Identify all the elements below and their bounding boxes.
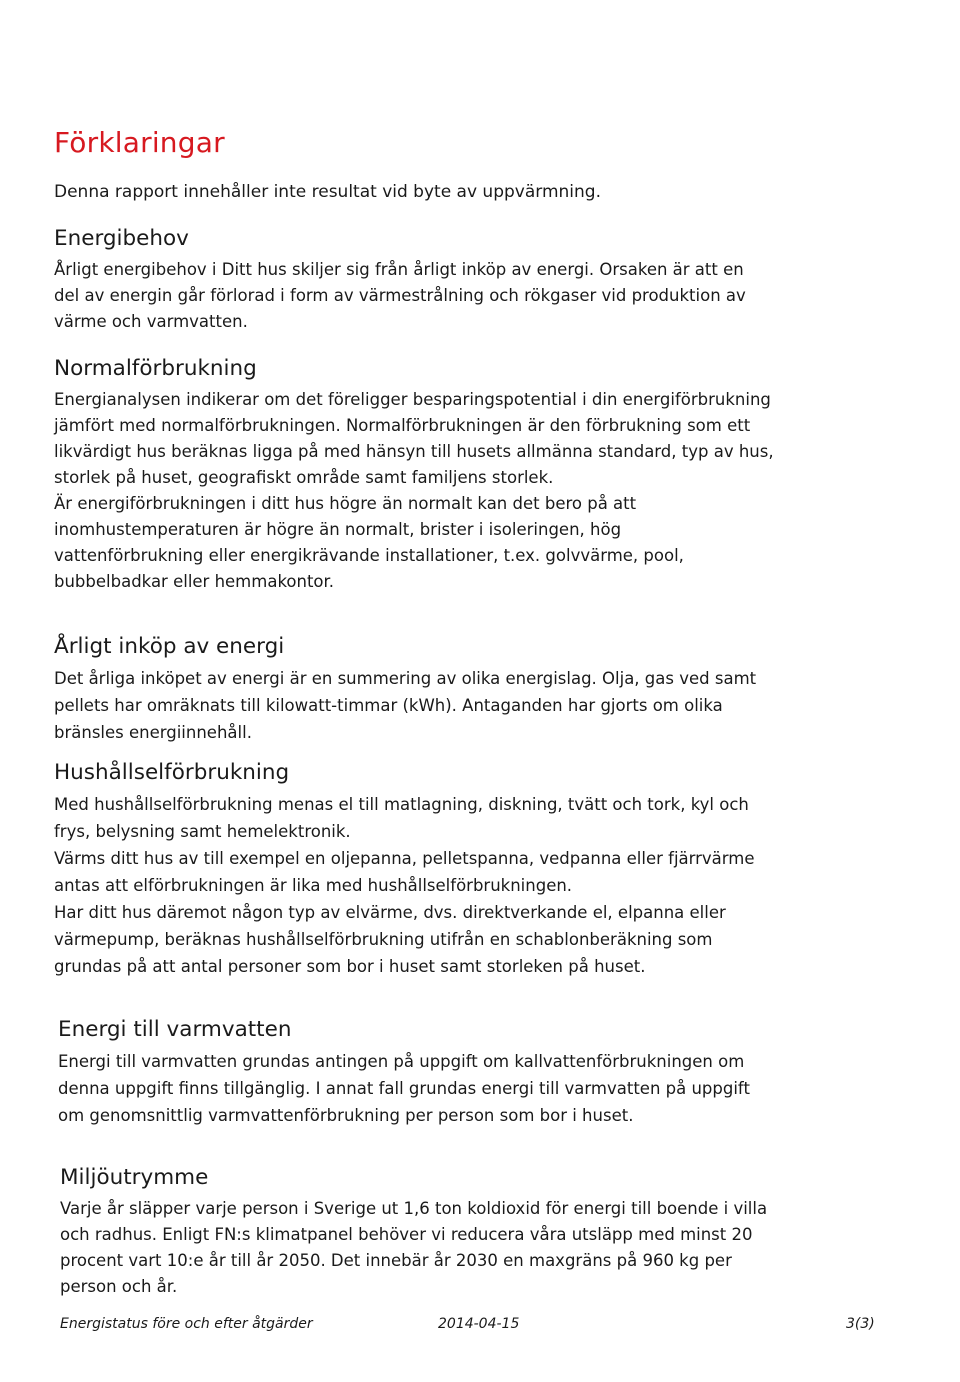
section-heading: Energi till varmvatten bbox=[58, 1017, 292, 1042]
section-energi-varmvatten bbox=[58, 1017, 778, 1129]
section-paragraph: Varje år släpper varje person i Sverige ut 1,6 ton koldioxid för energi till boende i villa och radhus. Enligt FN:s klimatpanel behöver vi reducera våra utsläpp med minst 20 procent vart 10:e år till år 2050. Det innebär år 2030 en maxgräns på 960 kg per person och år. bbox=[60, 1199, 768, 1296]
section-paragraph: Värms ditt hus av till exempel en oljepanna, pelletspanna, vedpanna eller fjärrvärme antas att elförbrukningen är lika med hushållselförbrukningen. bbox=[54, 849, 755, 895]
section-heading: Årligt inköp av energi bbox=[54, 634, 285, 659]
section-paragraph: Det årliga inköpet av energi är en summering av olika energislag. Olja, gas ved samt pellets har omräknats till kilowatt-timmar (kWh). Antaganden har gjorts om olika bränsles energiinnehåll. bbox=[54, 669, 757, 742]
footer-page-number: 3(3) bbox=[846, 1316, 875, 1332]
footer-document-name: Energistatus före och efter åtgärder bbox=[60, 1316, 313, 1332]
section-arligt-inkop bbox=[54, 634, 774, 746]
section-heading: Hushållselförbrukning bbox=[54, 760, 290, 785]
footer-date: 2014-04-15 bbox=[438, 1316, 520, 1332]
section-heading: Normalförbrukning bbox=[54, 356, 257, 381]
section-paragraph: Energianalysen indikerar om det föreligger besparingspotential i din energiförbrukning jämfört med normalförbrukningen. Normalförbrukningen är den förbrukning som ett likvärdigt hus beräknas ligga på med hänsyn till husets allmänna standard, typ av hus, storlek på huset, geografiskt område samt familjens storlek. bbox=[54, 390, 774, 487]
section-paragraph: Energi till varmvatten grundas antingen på uppgift om kallvattenförbrukningen om denna uppgift finns tillgänglig. I annat fall grundas energi till varmvatten på uppgift om genomsnittlig varmvattenförbrukning per person som bor i huset. bbox=[58, 1052, 750, 1125]
section-paragraph: Med hushållselförbrukning menas el till matlagning, diskning, tvätt och tork, kyl och frys, belysning samt hemelektronik. bbox=[54, 795, 749, 841]
section-paragraph: Är energiförbrukningen i ditt hus högre än normalt kan det bero på att inomhustemperaturen är högre än normalt, brister i isoleringen, hög vattenförbrukning eller energikrävande installationer, t.ex. golvvärme, pool, bubbelbadkar eller hemmakontor. bbox=[54, 494, 684, 591]
section-hushallselforbrukning bbox=[54, 760, 774, 980]
intro-text: Denna rapport innehåller inte resultat vid byte av uppvärmning. bbox=[54, 182, 601, 202]
page-title: Förklaringar bbox=[54, 126, 225, 159]
section-paragraph: Har ditt hus däremot någon typ av elvärme, dvs. direktverkande el, elpanna eller värmepump, beräknas hushållselförbrukning utifrån en schablonberäkning som grundas på att antal personer som bor i huset samt storleken på huset. bbox=[54, 903, 726, 976]
section-heading: Miljöutrymme bbox=[60, 1165, 209, 1190]
section-energibehov bbox=[54, 226, 774, 335]
section-normalforbrukning bbox=[54, 356, 774, 595]
section-miljoutrymme bbox=[60, 1165, 780, 1300]
section-paragraph: Årligt energibehov i Ditt hus skiljer sig från årligt inköp av energi. Orsaken är att en del av energin går förlorad i form av värmestrålning och rökgaser vid produktion av värme och varmvatten. bbox=[54, 260, 746, 331]
section-heading: Energibehov bbox=[54, 226, 189, 251]
